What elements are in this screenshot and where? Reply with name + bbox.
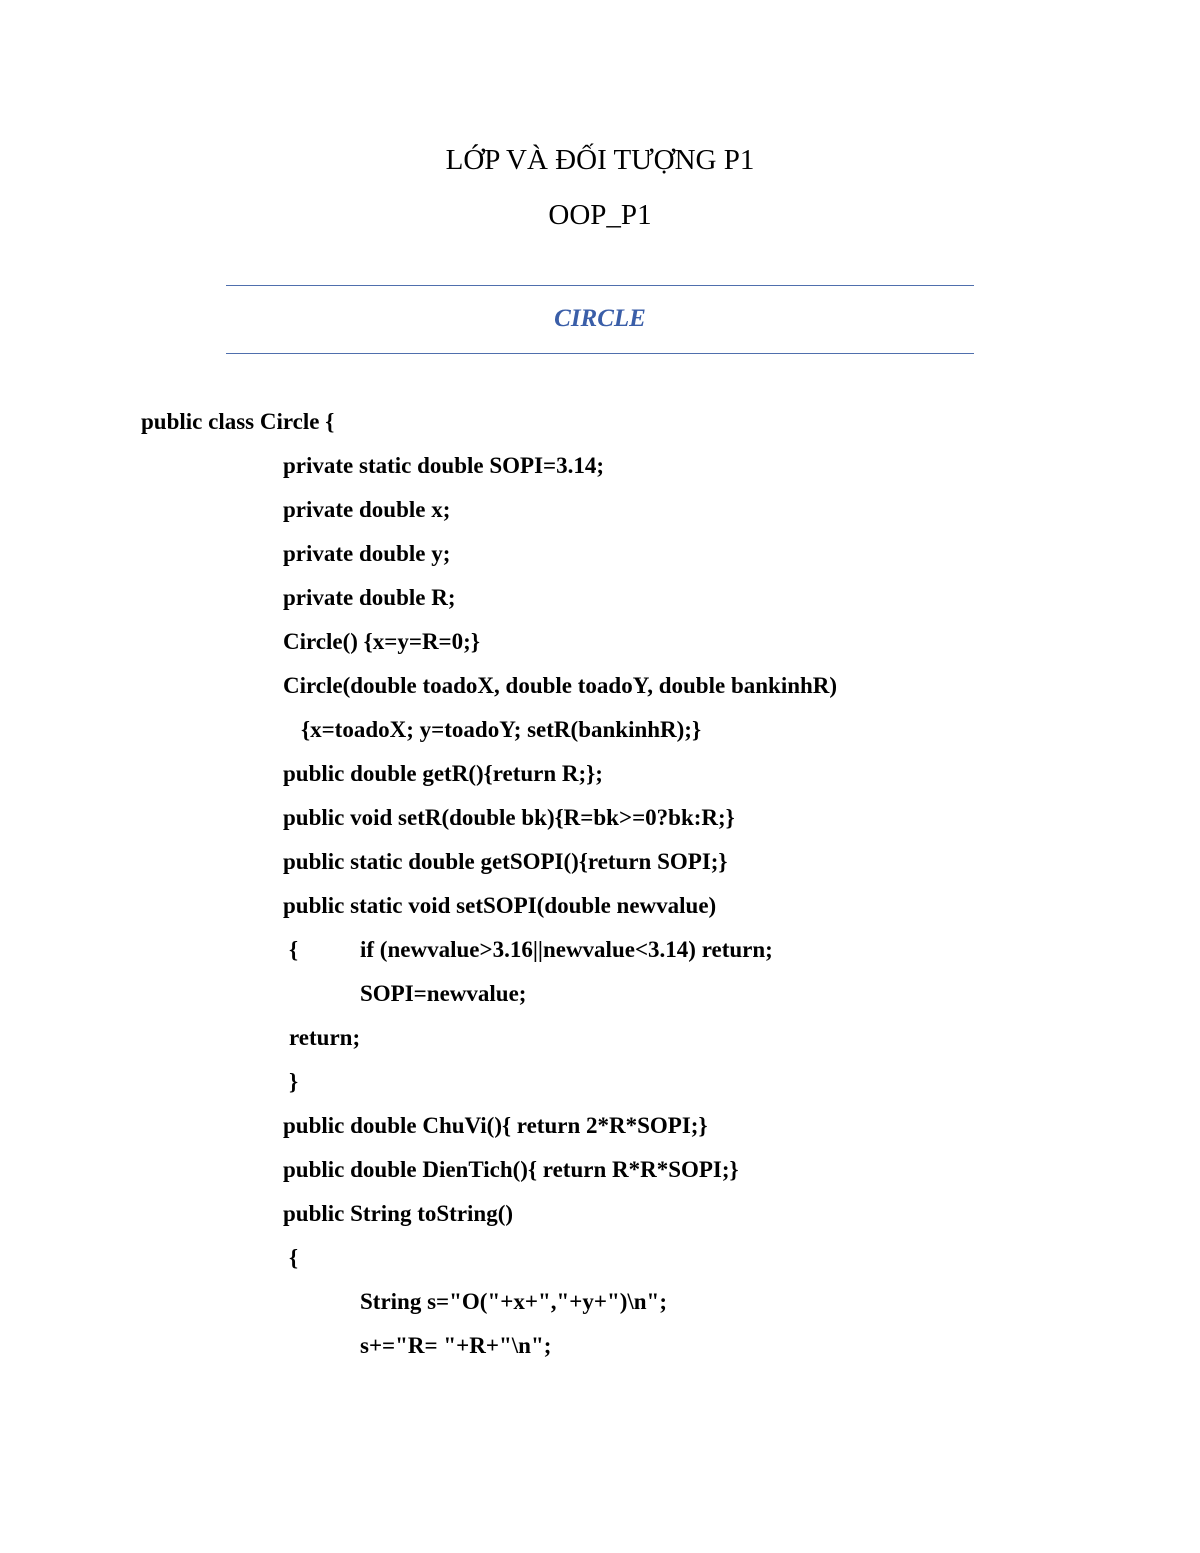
code-line: {x=toadoX; y=toadoY; setR(bankinhR);} [301, 717, 702, 742]
code-line: { [289, 1245, 299, 1270]
document-title: LỚP VÀ ĐỐI TƯỢNG P1 [445, 144, 755, 176]
code-line: Circle(double toadoX, double toadoY, double bankinhR) [283, 673, 838, 698]
code-line: public String toString() [283, 1201, 514, 1226]
code-line: public void setR(double bk){R=bk>=0?bk:R;} [283, 805, 735, 830]
section-heading: CIRCLE [554, 305, 646, 332]
heading-rule-bottom [226, 353, 974, 354]
code-line: public double getR(){return R;}; [283, 761, 603, 786]
code-line: private static double SOPI=3.14; [283, 453, 605, 478]
code-line: String s="O("+x+","+y+")\n"; [360, 1289, 667, 1314]
code-line: s+="R= "+R+"\n"; [360, 1333, 552, 1358]
code-line: } [289, 1069, 299, 1094]
document-subtitle: OOP_P1 [548, 199, 652, 231]
code-line: public static void setSOPI(double newvalue) [283, 893, 717, 918]
code-line: public class Circle { [141, 409, 335, 434]
code-line: private double R; [283, 585, 456, 610]
code-line: return; [289, 1025, 361, 1050]
code-line: private double x; [283, 497, 451, 522]
code-line: SOPI=newvalue; [360, 981, 527, 1006]
code-line: private double y; [283, 541, 451, 566]
code-line: public static double getSOPI(){return SOPI;} [283, 849, 728, 874]
code-line: if (newvalue>3.16||newvalue<3.14) return; [360, 937, 773, 962]
code-line: { [289, 937, 299, 962]
code-line: public double DienTich(){ return R*R*SOPI;} [283, 1157, 739, 1182]
code-line: public double ChuVi(){ return 2*R*SOPI;} [283, 1113, 708, 1138]
code-line: Circle() {x=y=R=0;} [283, 629, 480, 654]
heading-rule-top [226, 285, 974, 286]
